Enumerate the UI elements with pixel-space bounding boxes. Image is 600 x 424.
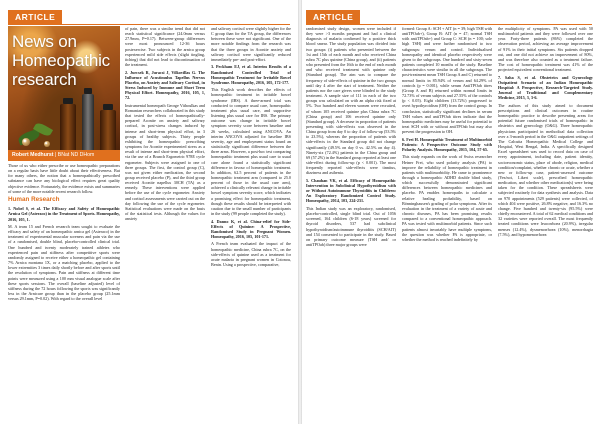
reference-1: 1. Nobel S, et al. The Efficacy and Safety of Homeopathic Arnica Gel (Asteraco) in the Treatment of Sports. Homeopathy, 2016, 105, 1. bbox=[8, 206, 121, 222]
header-rule bbox=[306, 24, 592, 25]
pill-decoration bbox=[22, 138, 30, 146]
reference-7: 7. Saha S, et al. Obstetrics and Gynecology Outpatient Scenario of an Indian Homeopathic Hospital: A Prospective, Research-Targeted Study. Journal of Traditional and Complementary Medicine, 2015, 3, 3-6. bbox=[498, 74, 593, 101]
column-2 bbox=[125, 26, 205, 224]
body-paragraph: The authors of this study aimed to document prescriptions and clinical outcomes in routine homeopathic practice to describe presenting areas for potential future randomised trials of homeopathic in obstetrics and gynecology (O&G). Three homeopathic physicians participated in methodical data collection over a 3-month period in the O&G outpatient settings of The Calcutta Homeopathic Medical College and Hospital, West Bengal, India. A specifically designed Excel spreadsheet was used to record data on case of every appointment, including date, patient identity, socioeconomic status, place of abode, religion, medical condition/complaint, whether chronic or acute, whether a new or follow-up case, patient-assessed outcome (Yes/not, Likert scale), prescribed homeopathic medication, and whether other medication(s) were being taken for the condition. These spreadsheets were subjected routinely for data synthesis and analysis. Data on 970 appointments (529 patients) were collected, of which 404 were positive, 26.8% negative, and 16.3% no change. Five hundred and twenty-six (95.5%) were chiefly encountered. A total of 62 medical conditions and 32 varieties were reported overall. The most frequently treated conditions were leucorrhoea (20.9%), irregular menses (12.4%), dysmenorrhoea (10%), menorrhagia (7.5%), and hypomenorrhoea bbox=[498, 102, 593, 237]
author-name: Robert Medhurst bbox=[12, 152, 54, 158]
bottle-decoration bbox=[60, 104, 76, 150]
title-line-1: News on bbox=[12, 32, 77, 51]
body-paragraph: and salivary cortisol were slightly higher for the C group than for the TA group, the differences between these were not significant. One of the more notable findings from the research was that the three groups in Aconite anxiety and salivary cortisol were significantly reduced immediately pre- and post-effort. bbox=[211, 26, 291, 62]
section-label: ARTICLE bbox=[8, 10, 62, 24]
section-heading: Human Research bbox=[8, 196, 60, 204]
title-line-2: Homeopathic bbox=[12, 51, 110, 70]
column-1 bbox=[306, 26, 396, 249]
body-paragraph: Instrumental homeopath George Vithoulkas and Romanian researchers collaborated in this study that tested the effects of homeopathically-prepared Aconite on anxiety and salivary cortisol, in post-stress changes induced by intense and short-term physical effort, in 3 groups of healthy subjects. Thirty people exhibiting the homeopathic prescribing symptoms for Aconite experimented stress as a result of intense and short-term physical effort, via the use of a Brunch Ergometric 978E cycle ergometer. Subjects were assigned to one of three groups. The first, the control group (C), was not given either medication, the second group received placebo (P), and the third group received Aconite napellus 30CH (TA) as a remedy. These interventions were applied before the use of the cycle ergometer. Anxiety and cortisol assessments were carried out on the day following the use of the cycle ergometer. Statistical evaluations were made on the basis of the statistical tests. Although the values for anxiety bbox=[125, 102, 205, 222]
byline bbox=[8, 150, 120, 161]
body-paragraph: the multiplicity of symptoms. PA was used with 50 multimorbid patients and they were followed over one year. Forty-three patients (86%) completed the observation period, achieving an average improvement of 91% in their initial symptoms. Six patients dropped out, and one did not achieve an improvement of 80%, and was therefore also counted as a treatment failure. The cost of homeopathic treatment was 41% of the projected equivalent conventional treatment. bbox=[498, 26, 593, 73]
column-2 bbox=[402, 26, 492, 244]
header-rule bbox=[8, 24, 290, 25]
article-title bbox=[12, 32, 110, 89]
body-paragraph: M. A team 15 and French research team sought to evaluate the efficacy and safety of an homeopathic arnica gel (Asteraco) in the treatment of experimental muscular soreness and pain via the use of a randomised, double blind, placebo-controlled clinical trial. One hundred and twenty moderately trained athletes who experienced pain and stiffness after competitive sports were randomly assigned to receive either a homeopathic gel containing 7% Arnica montana 1X, or a matching placebo, applied to the lower extremities 3 times daily shortly before and after sports until the resolution of symptoms. Pain and stiffness at different time points were measured using a 100 mm visual analogue scale after these sports sessions. The overall (baseline adjusted) level of stiffness during the 72 hours following the sports was significantly less in the Arnicare group than in the placebo group (25.1mm versus 29.1mm, P=0.02). With regard to the overall level bbox=[8, 224, 120, 302]
intro-paragraph: Those of us who either prescribe or use homeopathic preparations on a regular basis have little doubt about their effectiveness. But for many others, the notion that a homeopathically prescribed substance can have any biological effect requires great quality objective evidence. Fortunately, the evidence exists and summaries of some of the more notable recent research follow. bbox=[8, 163, 120, 194]
body-paragraph: formed: Group A: SCH + AIT (n = 39; high TSH with antiTPOab+), Group B: AIT (n = 47; normal TSH with antiTPOab+) and Group C: SCH (n = 100; sole high TSH) and were further randomised to two subgroups: verum and control. Individualised homeopathy and identical placebo respectively were given to the subgroups. One hundred and sixty-seven patients completed 10 months of the study. Baseline characteristics were similar in all the subgroups. The post-treatment mean TSH Group A and C) returned to normal limits in 85.94% of verum and 64.29% of controls (p = 0.001), while serum AntiTPOab titres (Group A and B) returned within normal limits in 72.73% of verum subjects and 27.55% of the controls (p < 0.05). Eight children (13.72%) progressed to overt hypothyroidism (OH) from the control group. In conclusion, statistically significant declines in serum TSH values and antiTPOab titres indicate that the homeopathic medicines may be useful for potential to treat SCH with or without antiTPOab but may also prevent the progression to OH. bbox=[402, 26, 492, 135]
reference-6: 6. Frei H. Homeopathic Treatment of Multimorbid Patients: A Prospective Outcome Study with Polarity Analysis. Homeopathy, 2015, 104, 57-65. bbox=[402, 136, 492, 152]
body-paragraph: randomised study design, women were included if they were >3 months pregnant and had a clinical diagnosis of malaria confirmed by a positive thick blood smear. The study population was divided into two groups: (i) patients who presented between the 1st and 15th of each month and who received China rubra 7C plus quinine (China group), and (ii) patients who presented from the 16th to the end of each month and who received treatment with quinine only (Standard group). The aim was to compare the frequency of side-effects of quinine in the two groups until day 4 after the start of treatment. Neither the patients nor the care givers were blinded to the study treatment. A sample size of 111 in each of the two groups was calculated on with an alpha risk fixed at 5%. Two hundred and eleven women were recruited, of whom 105 received quinine plus China rubra 7C (China group) and 106 received quinine only (Standard group). A decrease in proportion of patients presenting with side-effects was observed in the China group from day 0 to day 4 of follow-up (53.5% to 23.5%), whereas the proportion of patients with side-effects in the Standard group did not change significantly (49.5% on day 0 vs. 42.5% on day 4). Ninety-six (72.4%) patients in the China group and 69 (57.2%) in the Standard group reported at least one side-effect during follow-up (p < 0.001). The most frequently reported side-effects were tinnitus, dizziness and asthenia. bbox=[306, 26, 396, 176]
bottle-decoration bbox=[82, 94, 94, 150]
body-paragraph: This study expands on the work of Swiss researcher Heiner Frei, who used polarity analysis (PA) to improve the reliability of homeopathic treatment in patients with multimorbidity. He came to prominence through a homeopathic ADHD double blind study, which successfully demonstrated significant differences between homeopathic medicines and placebo. PA enables homeopaths to calculate a relative healing probability, based on Bönninghausen's grading of polar symptoms. After its evaluation in the treatment of a variety of acute and chronic diseases, PA has been promising results compared to a conventional homeopathic approach. PA was tested with multimorbid patients. Since such patients almost invariably have multiple symptoms, the question was whether PA is appropriate, or whether the method is reached indefinitely by bbox=[402, 154, 492, 242]
section-label: ARTICLE bbox=[306, 10, 360, 24]
reference-4: 4. Danno K, et al. China-relief for Side-Effects of Quinine: A Prospective, Randomised Study in Pregnant Women. Homeopathy, 2016, 105, 101-171. bbox=[211, 218, 291, 239]
reference-5: 5. Chauhan VK, et al. Efficacy of Homeopathic Intervention in Subclinical Hypothyroidism with or Without Autoimmune Thyroiditis in Children: An Exploratory Randomized Control Study. Homeopathy, 2014, 103, 224-231. bbox=[306, 177, 396, 204]
reference-3: 3. Peckham EJ, et al. Interim Results of a Randomised Controlled Trial of Homeopathic Treatment for Irritable Bowel Syndrome. Homeopathy, 2016, 105, 172-177. bbox=[211, 64, 291, 85]
hero-image bbox=[8, 26, 120, 150]
column-3 bbox=[498, 26, 593, 239]
column-3 bbox=[211, 26, 291, 270]
title-line-3: research bbox=[12, 70, 77, 89]
bottle-decoration bbox=[100, 110, 116, 150]
body-paragraph: This English work describes the effects of homeopathic treatment in irritable bowel syndrome (IBS). A three-armed trial was conducted to compare usual care, homeopathic treatment plus usual care, and supportive listening plus usual care for IBS. The primary outcome was change in irritable bowel symptom severity score between baseline and 26 weeks, calculated using ANCOVA. An interim ANCOVA adjusted for baseline IBS severity, age and employment status found an statistically significant difference between the three arms. However, a post-hoc test comparing homeopathic treatment plus usual care to usual care alone found a statistically significant difference in favour of homeopathic treatment. In addition, 62.5 percent of patients in the homeopathic treatment arm (compared to 25.0 percent of those in the usual care arm), achieved a clinically relevant change in irritable bowel symptom severity score, which indicates a promising effect for homeopathic treatment, though these results should be interpreted with caution due to the small number of participants in the study (99 people completed the study). bbox=[211, 87, 291, 217]
body-paragraph: A French team evaluated the impact of the homeopathic medicine, China rubra 7C, on the side-effects of quinine used as a treatment for acute malaria in pregnant women in Cotonou, Benin. Using a prospective, comparative, bbox=[211, 241, 291, 268]
author-credentials: | BNat ND DHom bbox=[54, 152, 95, 158]
right-page bbox=[302, 0, 600, 424]
pill-decoration bbox=[44, 141, 50, 147]
column-1 bbox=[8, 163, 120, 304]
body-paragraph: This Indian study was an exploratory, randomised, placebo-controlled, single blind trial. Out of 1056 screened, 164 children (6-18 years) screened for thyroid disorders, 537 had subclinical hypothyroidism/autoimmune thyroiditis (SCH/AIT) and 154 consented to participate in the study. Based on primary outcome measure (TSH and/ or antiTPOab) three major groups were bbox=[306, 205, 396, 247]
body-paragraph: of pain, there was a similar trend that did not reach statistical significance (24.0mm versus 27.9mm, P=0.17). Between-group differences were most pronounced 12-36 hours postexercise. Two subjects in the arnica group experienced mild side effects (slight tingling, itching) that did not lead to discontinuation of the treatment. bbox=[125, 26, 205, 68]
left-page bbox=[0, 0, 298, 424]
reference-2: 2. Jurcsek R, Juracsi J, Vilkovillas G. The Influence of Acustimulus Tapellus Nervus Placebo, on Anxiety and Salivary Cortisol, in Stress Induced by Immune and Short Term Physical Effort. Homeopathy, 2016, 105, 1, 72. bbox=[125, 69, 205, 101]
